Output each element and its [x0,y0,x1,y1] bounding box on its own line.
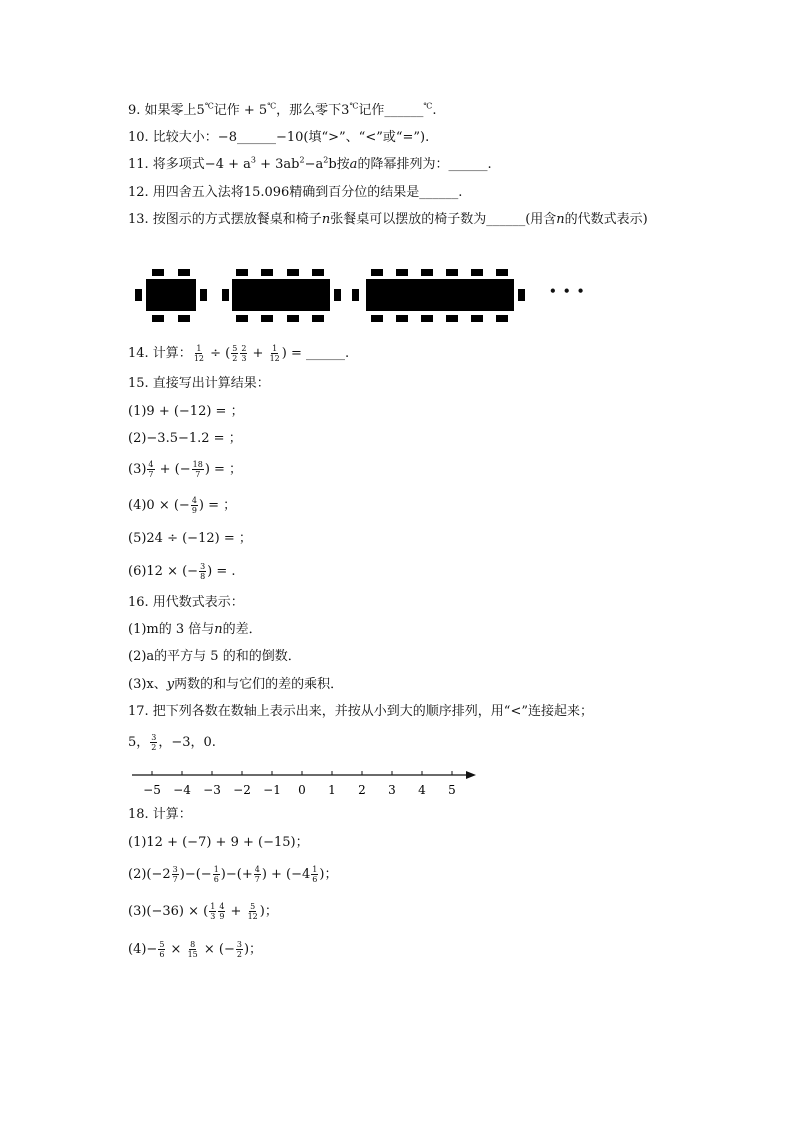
question-17-title: 17. 把下列各数在数轴上表示出来，并按从小到大的顺序排列，用“<”连接起来； [128,704,593,719]
fraction: $\frac{5}{2}$ [232,344,238,363]
question-18-part-1: (1)12 + (−7) + 9 + (−15)； [128,835,309,850]
chair [200,289,207,301]
chair [152,315,164,322]
chair [236,315,248,322]
chair [312,269,324,276]
chair [518,289,525,301]
question-14: 14. 计算： $\frac{1}{12}$ ÷ ( $\frac{5}{2}$ $\frac{2}{3}$ + $\frac{1}{12}$ ) = ______. [128,344,350,363]
answer-blank[interactable]: ______ [419,185,459,200]
question-9: 9. 如果零上5℃记作 + 5℃，那么零下3℃记作______℃. [128,101,437,118]
fraction: $\frac{3}{2}$ [151,733,157,752]
chair [446,269,458,276]
table [232,279,330,311]
question-13: 13. 按图示的方式摆放餐桌和椅子n张餐桌可以摆放的椅子数为______(用含n的代数式表示) [128,212,648,227]
chair [371,315,383,322]
question-18-title: 18. 计算： [128,807,192,822]
question-16-title: 16. 用代数式表示： [128,595,244,610]
fraction: $\frac{3}{7}$ [172,865,178,884]
fraction: $\frac{1}{3}$ [210,902,216,921]
answer-blank[interactable]: ______ [384,103,424,118]
chair [396,315,408,322]
chair [496,269,508,276]
chair [287,315,299,322]
chair [312,315,324,322]
table [146,279,196,311]
number-line-tick-label: 3 [388,783,396,797]
chair [178,269,190,276]
fraction: $\frac{8}{15}$ [187,940,198,959]
number-line-tick-label: 4 [418,783,426,797]
fraction: $\frac{3}{8}$ [200,562,206,581]
question-15-part-2: (2)−3.5−1.2 = ； [128,431,242,446]
fraction: $\frac{1}{6}$ [312,865,318,884]
chair [152,269,164,276]
number-line-tick-label: 0 [298,783,306,797]
question-18-part-2: (2)(−2 $\frac{3}{7}$ )−(− $\frac{1}{6}$ )−(+ $\frac{4}{7}$ ) + (−4 $\frac{1}{6}$ )； [128,865,338,884]
fraction: $\frac{5}{12}$ [247,902,258,921]
number-line[interactable] [0,760,794,800]
number-line-tick-label: −1 [263,783,281,797]
number-line-tick-label: 2 [358,783,366,797]
fraction: $\frac{2}{3}$ [241,344,247,363]
fraction: $\frac{4}{7}$ [148,460,154,479]
chair [135,289,142,301]
number-line-tick-label: 5 [448,783,456,797]
chair [421,269,433,276]
question-17-numbers: 5， $\frac{3}{2}$ ，−3，0. [128,733,216,752]
question-18-part-4: (4)− $\frac{5}{6}$ × $\frac{8}{15}$ × (− $\frac{3}{2}$ )； [128,940,263,959]
question-15-title: 15. 直接写出计算结果： [128,376,270,391]
number-line-tick-label: 1 [328,783,336,797]
question-12: 12. 用四舍五入法将15.096精确到百分位的结果是______. [128,185,463,200]
chair [396,269,408,276]
answer-blank[interactable]: ______ [236,130,276,145]
chair [178,315,190,322]
chair [261,269,273,276]
fraction: $\frac{3}{2}$ [236,940,242,959]
fraction: $\frac{5}{6}$ [159,940,165,959]
question-15-part-1: (1)9 + (−12) = ； [128,404,244,419]
chair [471,315,483,322]
fraction: $\frac{4}{9}$ [219,902,225,921]
question-15-part-4: (4)0 × (− $\frac{4}{9}$ ) = ； [128,496,237,515]
question-18-part-3: (3)(−36) × ( $\frac{1}{3}$ $\frac{4}{9}$ + $\frac{5}{12}$ )； [128,902,278,921]
chair [352,289,359,301]
question-15-part-5: (5)24 ÷ (−12) = ； [128,531,252,546]
chair [446,315,458,322]
arrow-right-icon [466,771,476,779]
question-11: 11. 将多项式$-4 + a^3 + 3ab^2-a^2b$按a的降幂排列为：______. [128,155,492,172]
question-10: 10. 比较大小：−8______−10(填“>”、“<”或“=”). [128,130,430,145]
fraction: $\frac{1}{6}$ [213,865,219,884]
question-15-part-3: (3) $\frac{4}{7}$ + (− $\frac{18}{7}$ ) = ； [128,460,243,479]
fraction: $\frac{18}{7}$ [192,460,203,479]
fraction: $\frac{1}{12}$ [269,344,280,363]
chair [496,315,508,322]
fraction: $\frac{4}{9}$ [191,496,197,515]
question-15-part-6: (6)12 × (− $\frac{3}{8}$ ) = . [128,562,236,581]
chair [471,269,483,276]
question-16-part-2: (2)a的平方与 5 的和的倒数． [128,649,301,664]
answer-blank[interactable]: ______ [306,346,346,361]
question-16-part-3: (3)x、y两数的和与它们的差的乘积． [128,677,344,692]
chair [222,289,229,301]
ellipsis: • • • [549,284,586,298]
chair [334,289,341,301]
table [366,279,514,311]
fraction: $\frac{4}{7}$ [254,865,260,884]
tables-chairs-figure [0,262,794,332]
number-line-tick-label: −3 [203,783,221,797]
question-16-part-1: (1)m的 3 倍与n的差． [128,622,262,637]
fraction: $\frac{1}{12}$ [193,344,204,363]
number-line-tick-label: −2 [233,783,251,797]
chair [421,315,433,322]
chair [261,315,273,322]
chair [236,269,248,276]
chair [287,269,299,276]
number-line-tick-label: −5 [143,783,161,797]
number-line-svg [0,760,794,800]
answer-blank[interactable]: ______ [448,157,488,172]
chair [371,269,383,276]
number-line-tick-label: −4 [173,783,191,797]
answer-blank[interactable]: ______ [486,212,526,227]
